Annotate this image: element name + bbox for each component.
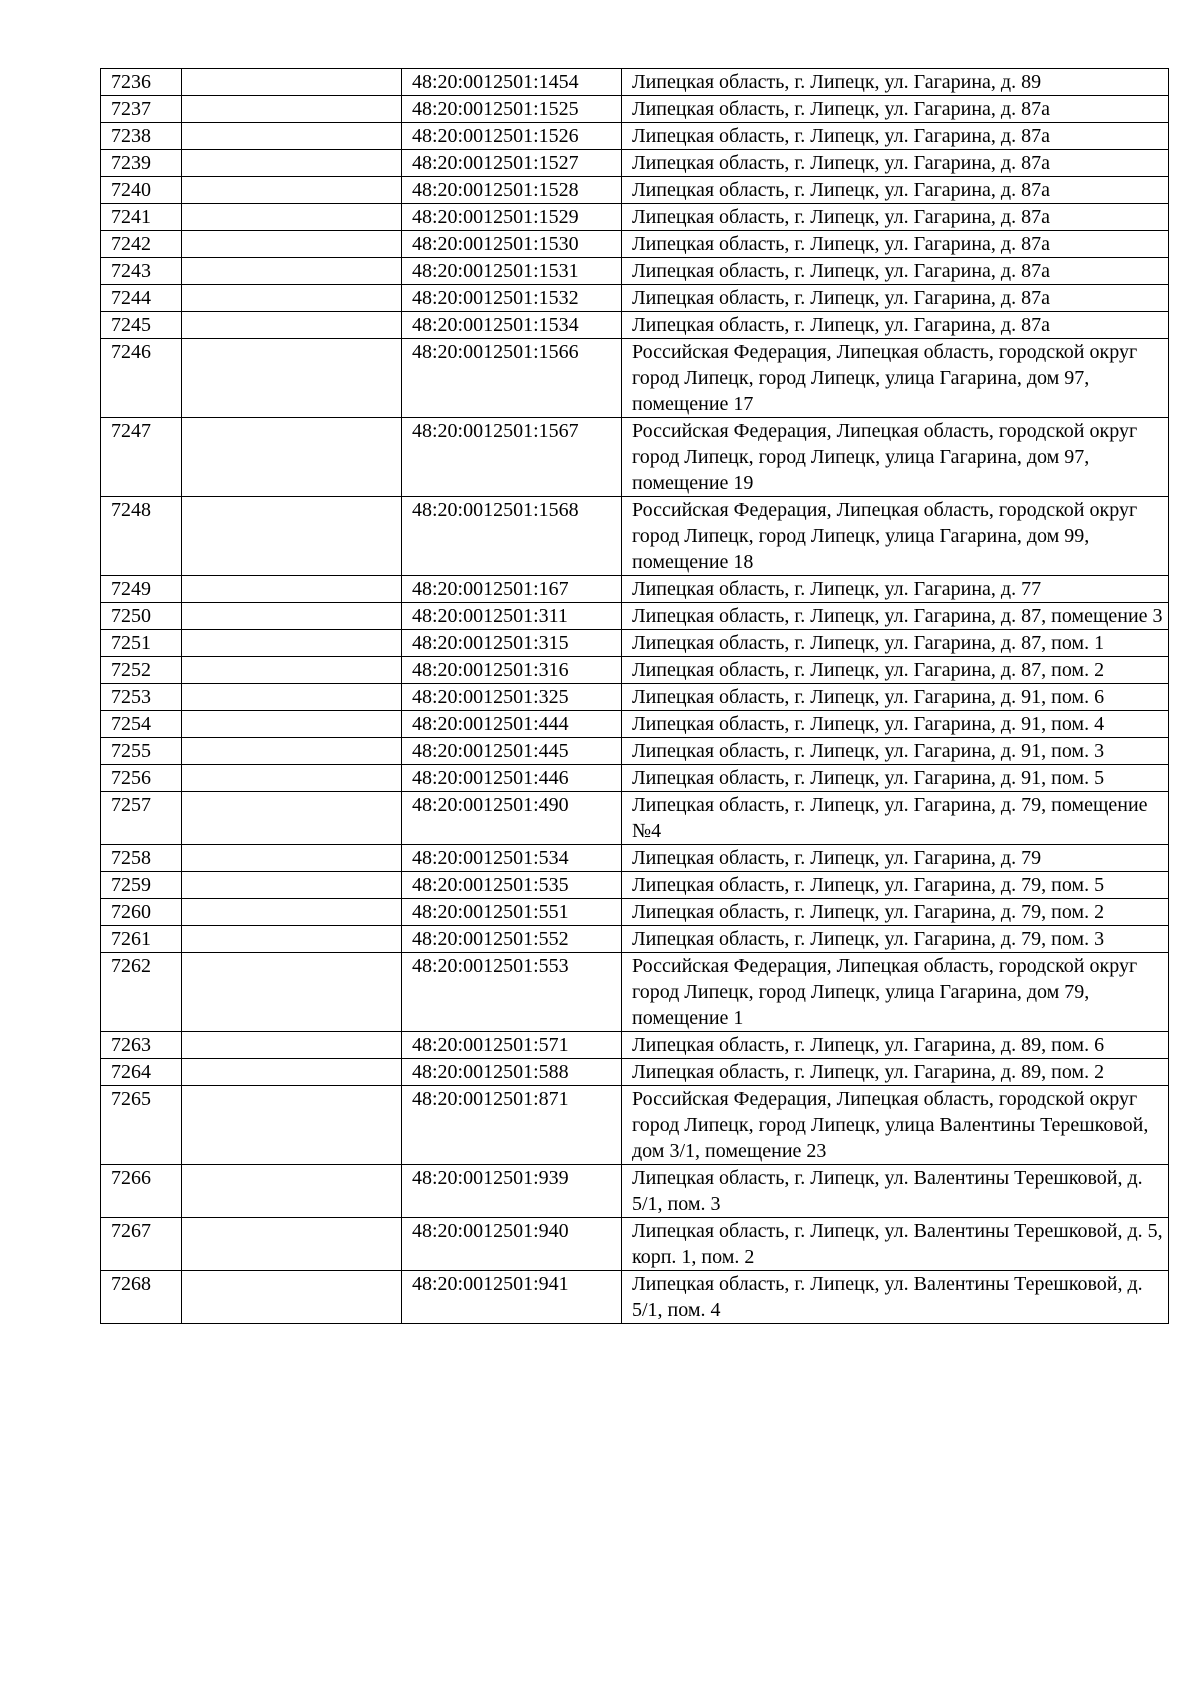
table-row	[101, 953, 1169, 1032]
cadastral-number-cell: 48:20:0012501:325	[402, 684, 622, 711]
table-row	[101, 657, 1169, 684]
cadastral-number-cell: 48:20:0012501:316	[402, 657, 622, 684]
cadastral-number-cell: 48:20:0012501:534	[402, 845, 622, 872]
address-cell: Липецкая область, г. Липецк, ул. Гагарина, д. 77	[622, 576, 1169, 603]
table-row	[101, 711, 1169, 738]
cadastral-number-cell: 48:20:0012501:553	[402, 953, 622, 1032]
table-row	[101, 738, 1169, 765]
object-name-cell	[182, 204, 402, 231]
address-cell: Липецкая область, г. Липецк, ул. Гагарина, д. 89, пом. 2	[622, 1059, 1169, 1086]
row-number-cell: 7266	[101, 1165, 182, 1218]
address-cell: Российская Федерация, Липецкая область, городской округ город Липецк, город Липецк, улица Гагарина, дом 97, помещение 17	[622, 339, 1169, 418]
address-cell: Липецкая область, г. Липецк, ул. Валентины Терешковой, д. 5/1, пом. 4	[622, 1271, 1169, 1324]
object-name-cell	[182, 150, 402, 177]
object-name-cell	[182, 258, 402, 285]
object-name-cell	[182, 1086, 402, 1165]
object-name-cell	[182, 926, 402, 953]
object-name-cell	[182, 1059, 402, 1086]
address-cell: Липецкая область, г. Липецк, ул. Валентины Терешковой, д. 5/1, пом. 3	[622, 1165, 1169, 1218]
cadastral-number-cell: 48:20:0012501:446	[402, 765, 622, 792]
row-number-cell: 7241	[101, 204, 182, 231]
address-cell: Липецкая область, г. Липецк, ул. Валентины Терешковой, д. 5, корп. 1, пом. 2	[622, 1218, 1169, 1271]
object-name-cell	[182, 1218, 402, 1271]
table-row	[101, 630, 1169, 657]
object-name-cell	[182, 1165, 402, 1218]
row-number-cell: 7243	[101, 258, 182, 285]
address-cell: Липецкая область, г. Липецк, ул. Гагарина, д. 79, пом. 2	[622, 899, 1169, 926]
row-number-cell: 7257	[101, 792, 182, 845]
table-row	[101, 872, 1169, 899]
row-number-cell: 7251	[101, 630, 182, 657]
address-cell: Липецкая область, г. Липецк, ул. Гагарина, д. 87а	[622, 231, 1169, 258]
cadastral-number-cell: 48:20:0012501:588	[402, 1059, 622, 1086]
table-row	[101, 497, 1169, 576]
table-row	[101, 285, 1169, 312]
object-name-cell	[182, 657, 402, 684]
cadastral-number-cell: 48:20:0012501:1534	[402, 312, 622, 339]
row-number-cell: 7237	[101, 96, 182, 123]
address-cell: Российская Федерация, Липецкая область, городской округ город Липецк, город Липецк, улица Гагарина, дом 79, помещение 1	[622, 953, 1169, 1032]
address-cell: Липецкая область, г. Липецк, ул. Гагарина, д. 91, пом. 4	[622, 711, 1169, 738]
cadastral-number-cell: 48:20:0012501:1454	[402, 69, 622, 96]
object-name-cell	[182, 738, 402, 765]
object-name-cell	[182, 339, 402, 418]
address-cell: Липецкая область, г. Липецк, ул. Гагарина, д. 87, пом. 2	[622, 657, 1169, 684]
object-name-cell	[182, 684, 402, 711]
object-name-cell	[182, 711, 402, 738]
registry-table	[100, 68, 1169, 1324]
object-name-cell	[182, 285, 402, 312]
cadastral-number-cell: 48:20:0012501:552	[402, 926, 622, 953]
cadastral-number-cell: 48:20:0012501:940	[402, 1218, 622, 1271]
registry-table-body	[101, 69, 1169, 1324]
object-name-cell	[182, 576, 402, 603]
cadastral-number-cell: 48:20:0012501:490	[402, 792, 622, 845]
cadastral-number-cell: 48:20:0012501:1532	[402, 285, 622, 312]
row-number-cell: 7267	[101, 1218, 182, 1271]
table-row	[101, 926, 1169, 953]
table-row	[101, 899, 1169, 926]
address-cell: Липецкая область, г. Липецк, ул. Гагарина, д. 87а	[622, 96, 1169, 123]
table-row	[101, 96, 1169, 123]
row-number-cell: 7268	[101, 1271, 182, 1324]
table-row	[101, 204, 1169, 231]
cadastral-number-cell: 48:20:0012501:315	[402, 630, 622, 657]
table-row	[101, 1086, 1169, 1165]
address-cell: Липецкая область, г. Липецк, ул. Гагарина, д. 87а	[622, 258, 1169, 285]
row-number-cell: 7240	[101, 177, 182, 204]
row-number-cell: 7255	[101, 738, 182, 765]
row-number-cell: 7249	[101, 576, 182, 603]
table-row	[101, 1032, 1169, 1059]
table-row	[101, 123, 1169, 150]
cadastral-number-cell: 48:20:0012501:551	[402, 899, 622, 926]
object-name-cell	[182, 96, 402, 123]
cadastral-number-cell: 48:20:0012501:941	[402, 1271, 622, 1324]
object-name-cell	[182, 603, 402, 630]
object-name-cell	[182, 630, 402, 657]
object-name-cell	[182, 1032, 402, 1059]
cadastral-number-cell: 48:20:0012501:167	[402, 576, 622, 603]
address-cell: Липецкая область, г. Липецк, ул. Гагарина, д. 91, пом. 3	[622, 738, 1169, 765]
cadastral-number-cell: 48:20:0012501:1526	[402, 123, 622, 150]
address-cell: Липецкая область, г. Липецк, ул. Гагарина, д. 89	[622, 69, 1169, 96]
table-row	[101, 765, 1169, 792]
cadastral-number-cell: 48:20:0012501:1529	[402, 204, 622, 231]
table-row	[101, 1165, 1169, 1218]
row-number-cell: 7262	[101, 953, 182, 1032]
cadastral-number-cell: 48:20:0012501:535	[402, 872, 622, 899]
row-number-cell: 7242	[101, 231, 182, 258]
cadastral-number-cell: 48:20:0012501:1530	[402, 231, 622, 258]
address-cell: Липецкая область, г. Липецк, ул. Гагарина, д. 79, помещение №4	[622, 792, 1169, 845]
object-name-cell	[182, 177, 402, 204]
address-cell: Липецкая область, г. Липецк, ул. Гагарина, д. 79, пом. 3	[622, 926, 1169, 953]
row-number-cell: 7239	[101, 150, 182, 177]
table-row	[101, 312, 1169, 339]
row-number-cell: 7236	[101, 69, 182, 96]
address-cell: Липецкая область, г. Липецк, ул. Гагарина, д. 87а	[622, 177, 1169, 204]
row-number-cell: 7258	[101, 845, 182, 872]
row-number-cell: 7247	[101, 418, 182, 497]
row-number-cell: 7248	[101, 497, 182, 576]
object-name-cell	[182, 69, 402, 96]
address-cell: Российская Федерация, Липецкая область, городской округ город Липецк, город Липецк, улица Валентины Терешковой, дом 3/1, помещение 23	[622, 1086, 1169, 1165]
table-row	[101, 258, 1169, 285]
cadastral-number-cell: 48:20:0012501:1525	[402, 96, 622, 123]
cadastral-number-cell: 48:20:0012501:1527	[402, 150, 622, 177]
cadastral-number-cell: 48:20:0012501:1566	[402, 339, 622, 418]
table-row	[101, 177, 1169, 204]
cadastral-number-cell: 48:20:0012501:1568	[402, 497, 622, 576]
row-number-cell: 7253	[101, 684, 182, 711]
table-row	[101, 69, 1169, 96]
object-name-cell	[182, 792, 402, 845]
cadastral-number-cell: 48:20:0012501:939	[402, 1165, 622, 1218]
address-cell: Российская Федерация, Липецкая область, городской округ город Липецк, город Липецк, улица Гагарина, дом 97, помещение 19	[622, 418, 1169, 497]
row-number-cell: 7265	[101, 1086, 182, 1165]
address-cell: Российская Федерация, Липецкая область, городской округ город Липецк, город Липецк, улица Гагарина, дом 99, помещение 18	[622, 497, 1169, 576]
address-cell: Липецкая область, г. Липецк, ул. Гагарина, д. 91, пом. 5	[622, 765, 1169, 792]
object-name-cell	[182, 312, 402, 339]
object-name-cell	[182, 765, 402, 792]
table-row	[101, 603, 1169, 630]
object-name-cell	[182, 872, 402, 899]
row-number-cell: 7264	[101, 1059, 182, 1086]
table-row	[101, 576, 1169, 603]
address-cell: Липецкая область, г. Липецк, ул. Гагарина, д. 87а	[622, 123, 1169, 150]
address-cell: Липецкая область, г. Липецк, ул. Гагарина, д. 79, пом. 5	[622, 872, 1169, 899]
table-row	[101, 1059, 1169, 1086]
address-cell: Липецкая область, г. Липецк, ул. Гагарина, д. 87а	[622, 204, 1169, 231]
object-name-cell	[182, 953, 402, 1032]
cadastral-number-cell: 48:20:0012501:1567	[402, 418, 622, 497]
cadastral-number-cell: 48:20:0012501:444	[402, 711, 622, 738]
address-cell: Липецкая область, г. Липецк, ул. Гагарина, д. 87, пом. 1	[622, 630, 1169, 657]
object-name-cell	[182, 845, 402, 872]
row-number-cell: 7260	[101, 899, 182, 926]
row-number-cell: 7259	[101, 872, 182, 899]
row-number-cell: 7250	[101, 603, 182, 630]
cadastral-number-cell: 48:20:0012501:311	[402, 603, 622, 630]
row-number-cell: 7261	[101, 926, 182, 953]
object-name-cell	[182, 123, 402, 150]
row-number-cell: 7238	[101, 123, 182, 150]
table-row	[101, 1218, 1169, 1271]
object-name-cell	[182, 899, 402, 926]
address-cell: Липецкая область, г. Липецк, ул. Гагарина, д. 87а	[622, 150, 1169, 177]
row-number-cell: 7246	[101, 339, 182, 418]
address-cell: Липецкая область, г. Липецк, ул. Гагарина, д. 87, помещение 3	[622, 603, 1169, 630]
row-number-cell: 7254	[101, 711, 182, 738]
table-row	[101, 339, 1169, 418]
table-row	[101, 1271, 1169, 1324]
object-name-cell	[182, 1271, 402, 1324]
object-name-cell	[182, 418, 402, 497]
cadastral-number-cell: 48:20:0012501:571	[402, 1032, 622, 1059]
table-row	[101, 150, 1169, 177]
row-number-cell: 7252	[101, 657, 182, 684]
object-name-cell	[182, 497, 402, 576]
table-row	[101, 684, 1169, 711]
table-row	[101, 845, 1169, 872]
address-cell: Липецкая область, г. Липецк, ул. Гагарина, д. 89, пом. 6	[622, 1032, 1169, 1059]
address-cell: Липецкая область, г. Липецк, ул. Гагарина, д. 87а	[622, 312, 1169, 339]
row-number-cell: 7256	[101, 765, 182, 792]
table-row	[101, 231, 1169, 258]
row-number-cell: 7263	[101, 1032, 182, 1059]
cadastral-number-cell: 48:20:0012501:1528	[402, 177, 622, 204]
cadastral-number-cell: 48:20:0012501:871	[402, 1086, 622, 1165]
table-row	[101, 792, 1169, 845]
cadastral-number-cell: 48:20:0012501:445	[402, 738, 622, 765]
table-row	[101, 418, 1169, 497]
row-number-cell: 7244	[101, 285, 182, 312]
object-name-cell	[182, 231, 402, 258]
cadastral-number-cell: 48:20:0012501:1531	[402, 258, 622, 285]
row-number-cell: 7245	[101, 312, 182, 339]
address-cell: Липецкая область, г. Липецк, ул. Гагарина, д. 91, пом. 6	[622, 684, 1169, 711]
address-cell: Липецкая область, г. Липецк, ул. Гагарина, д. 87а	[622, 285, 1169, 312]
address-cell: Липецкая область, г. Липецк, ул. Гагарина, д. 79	[622, 845, 1169, 872]
